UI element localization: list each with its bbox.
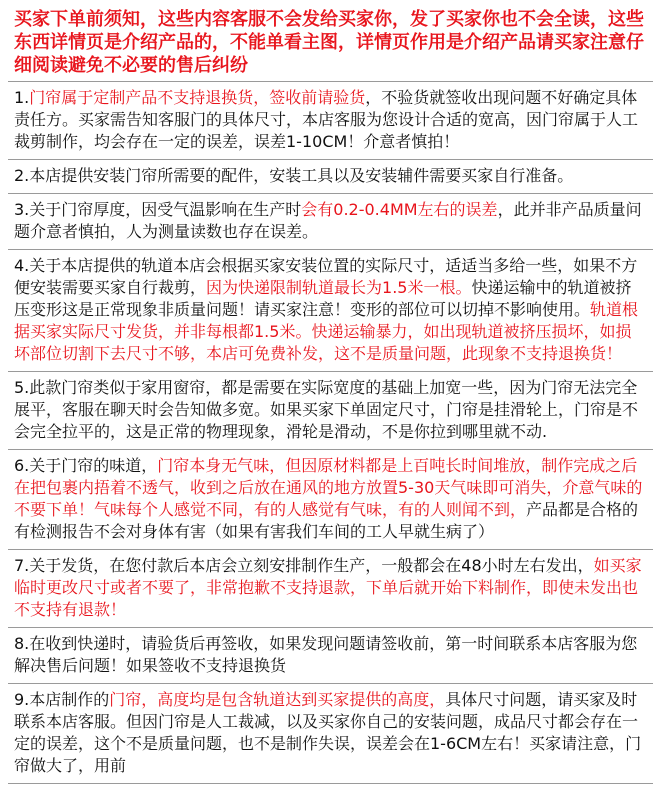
body-text: ，此并非产品质量问题介意者慎拍，人为测量读数也存在误差。 [14,200,642,241]
notice-item-9 [8,684,653,784]
highlight-text: 门帘属于定制产品不支持退换货，签收前请验货 [29,88,366,107]
highlight-text: 轨道根据买家实际尺寸发货，并非每根都1.5米。快递运输暴力，如出现轨道被挤压损坏，如损坏部位切割下去尺寸不够，本店可免费补发，这不是质量问题，此现象不支持退换货！ [14,300,639,363]
highlight-text: 门帘本身无气味，但因原材料都是上百吨长时间堆放，制作完成之后在把包裹内捂着不透气，收到之后放在通风的地方放置5-30天气味即可消失，介意气味的不要下单！气味每个人感觉不同，有的人感觉有气味，有的人则闻不到， [14,456,643,519]
body-text: 8.在收到快递时，请验货后再签收，如果发现问题请签收前，第一时间联系本店客服为您解决售后问题！如果签收不支持退换货 [14,634,638,675]
body-text: 产品都是合格的有检测报告不会对身体有害（如果有害我们车间的工人早就生病了） [14,500,639,541]
body-text: 3.关于门帘厚度，因受气温影响在生产时 [14,200,302,219]
notice-item-7 [8,550,653,628]
body-text: 2.本店提供安装门帘所需要的配件，安装工具以及安装辅件需要买家自行准备。 [14,166,574,185]
body-text: 7.关于发货，在您付款后本店会立刻安排制作生产，一般都会在48小时左右发出， [14,556,594,575]
body-text: ，不验货就签收出现问题不好确定具体责任方。买家需告知客服门的具体尺寸，本店客服为您设计合适的宽高，因门帘属于人工裁剪制作，均会存在一定的误差，误差1-10CM！介意者慎拍！ [14,88,639,151]
notice-item-5 [8,372,653,450]
highlight-text: 会有0.2-0.4MM左右的误差 [301,200,498,219]
notice-item-3 [8,194,653,250]
notice-item-4 [8,250,653,372]
body-text: 具体尺寸问题，请买家及时联系本店客服。但因门帘是人工裁减，以及买家你自己的安装问题，成品尺寸都会存在一定的误差，这个不是质量问题，也不是制作失误，误差会在1-6CM左右！买家请注意，门帘做大了，用前 [14,690,642,775]
notice-item-8 [8,628,653,684]
highlight-text: 门帘，高度均是包含轨道达到买家提供的高度， [109,690,446,709]
body-text: 9.本店制作的 [14,690,110,709]
body-text: 5.此款门帘类似于家用窗帘，都是需要在实际宽度的基础上加宽一些，因为门帘无法完全展平，客服在聊天时会告知做多宽。如果买家下单固定尺寸，门帘是挂滑轮上，门帘是不会完全拉平的，这是正常的物理现象，滑轮是滑动，不是你拉到哪里就不动. [14,378,639,441]
body-text: 1. [14,88,30,107]
body-text: 4.关于本店提供的轨道本店会根据买家安装位置的实际尺寸，适适当多给一些，如果不方便安装需要买家自行裁剪， [14,256,638,297]
body-text: 6.关于门帘的味道， [14,456,158,475]
notice-header: 买家下单前须知，这些内容客服不会发给买家你，发了买家你也不会全读，这些东西详情页是介绍产品的，不能单看主图，详情页作用是介绍产品请买家注意仔细阅读避免不必要的售后纠纷 [14,9,644,76]
highlight-text: 因为快递限制轨道最长为1.5米一根。 [206,278,472,297]
notice-sections [0,81,661,784]
notice-item-1 [8,81,653,160]
body-text: 快递运输中的轨道被挤压变形这是正常现象非质量问题！请买家注意！变形的部位可以切掉不影响使用。 [14,278,632,319]
notice-item-6 [8,450,653,550]
notice-item-2 [8,160,653,194]
highlight-text: 如买家临时更改尺寸或者不要了，非常抱歉不支持退款，下单后就开始下料制作，即使未发出也不支持有退款！ [14,556,642,619]
